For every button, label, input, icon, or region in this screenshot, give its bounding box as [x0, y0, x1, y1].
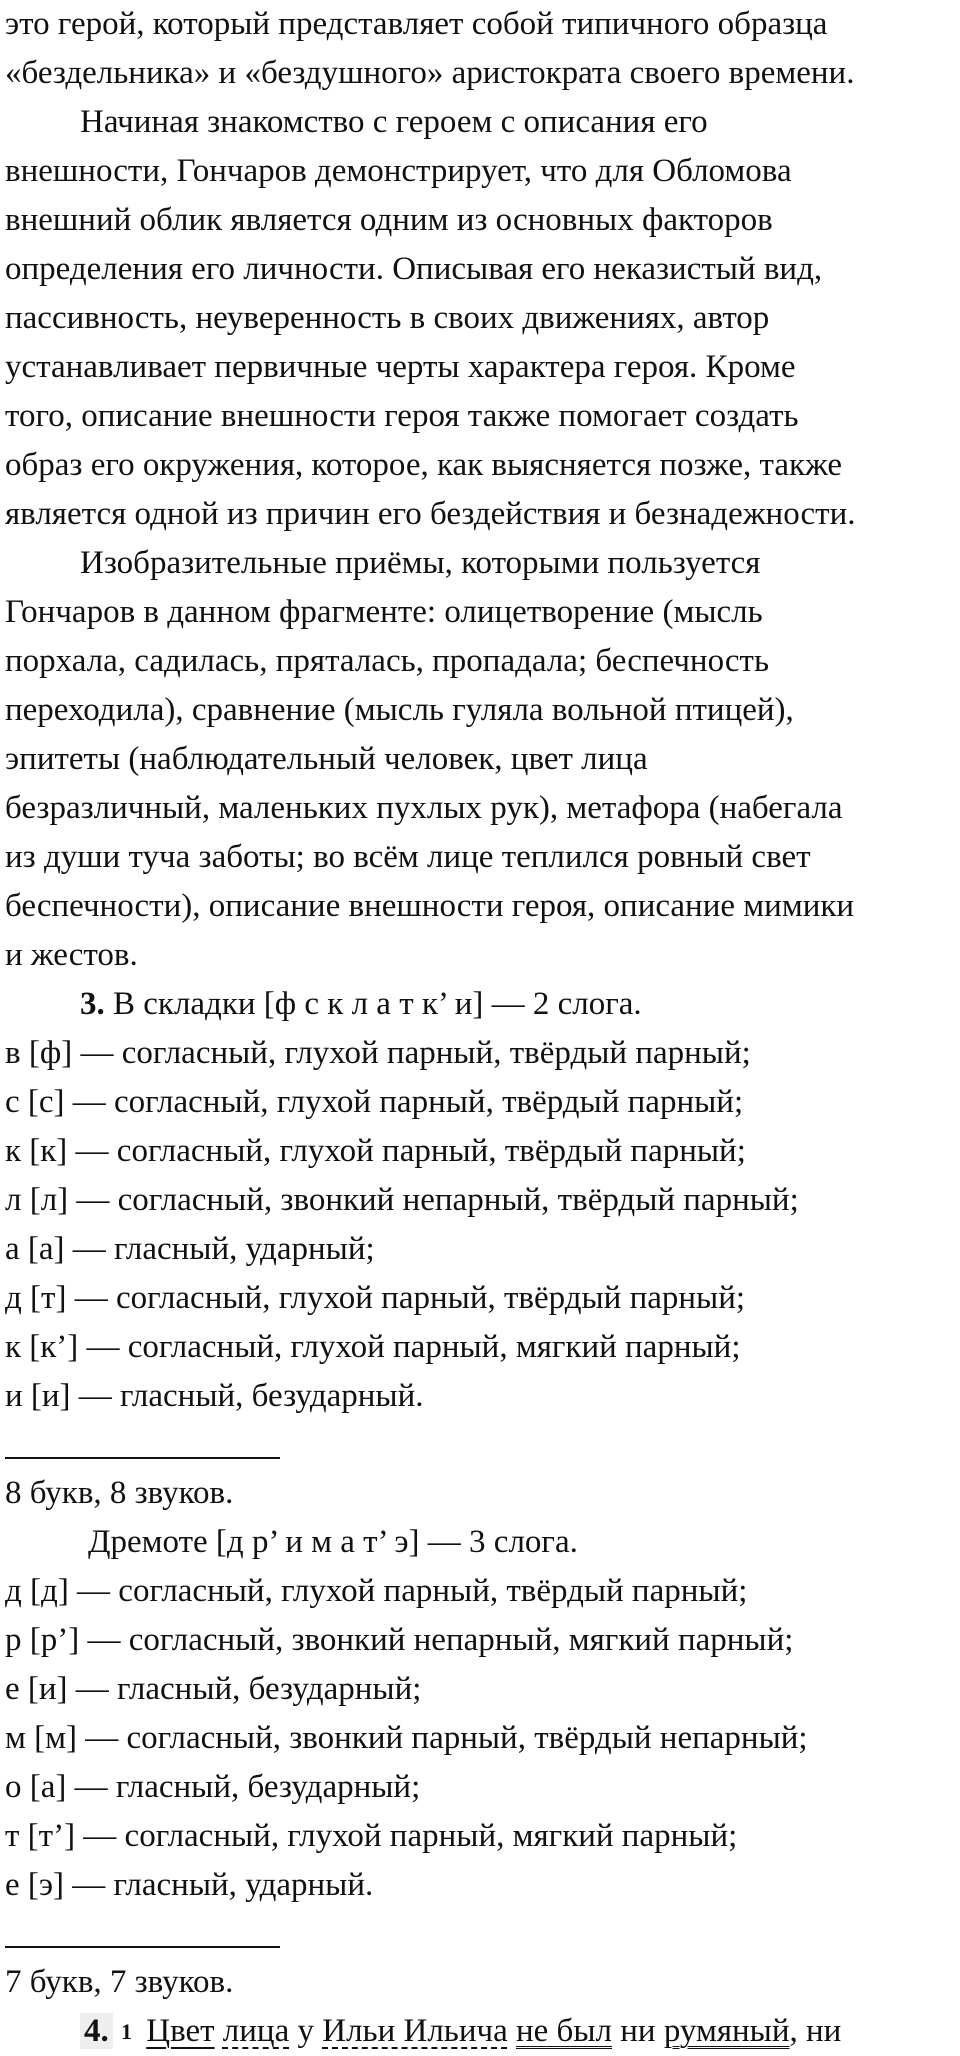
letters-sounds-total: 8 букв, 8 звуков.: [5, 1475, 234, 1511]
text-line: пассивность, неуверенность в своих движениях, автор: [5, 300, 770, 336]
text-line: это герой, который представляет собой типичного образца: [5, 6, 828, 42]
paragraph-intro: [5, 0, 955, 98]
sound-line: м [м] — согласный, звонкий парный, твёрдый непарный;: [5, 1720, 808, 1756]
sound-line: о [а] — гласный, безударный;: [5, 1769, 421, 1805]
text-line: является одной из причин его бездействия и безнадежности.: [5, 496, 856, 532]
sound-line: с [с] — согласный, глухой парный, твёрдый парный;: [5, 1084, 744, 1120]
sound-line: р [р’] — согласный, звонкий непарный, мягкий парный;: [5, 1622, 794, 1658]
text-line: определения его личности. Описывая его неказистый вид,: [5, 251, 823, 287]
text-line: внешний облик является одним из основных факторов: [5, 202, 773, 238]
task-4-sentence: [5, 2007, 955, 2056]
object-phrase: Ильи Ильича: [322, 2013, 508, 2049]
sound-line: т [т’] — согласный, глухой парный, мягкий парный;: [5, 1818, 738, 1854]
text-line: Гончаров в данном фрагменте: олицетворение (мысль: [5, 594, 763, 630]
sound-line: к [к] — согласный, глухой парный, твёрдый парный;: [5, 1133, 746, 1169]
text-line: беспечности), описание внешности героя, описание мимики: [5, 888, 855, 924]
task-3-heading: [5, 980, 955, 1029]
text-line: эпитеты (наблюдательный человек, цвет лица: [5, 741, 648, 777]
task-number: 3.: [80, 986, 105, 1022]
text-line: переходила), сравнение (мысль гуляла вольной птицей),: [5, 692, 794, 728]
sound-line: д [д] — согласный, глухой парный, твёрдый парный;: [5, 1573, 748, 1609]
text-line: порхала, садилась, пряталась, пропадала; беспечность: [5, 643, 770, 679]
predicate-word: румяный: [663, 2013, 790, 2049]
document-page: [5, 0, 955, 2056]
text-line: устанавливает первичные черты характера героя. Кроме: [5, 349, 796, 385]
text-line: и жестов.: [5, 937, 138, 973]
sound-line: д [т] — согласный, глухой парный, твёрдый парный;: [5, 1280, 746, 1316]
sentence-index: 1: [121, 2019, 132, 2044]
sound-line: в [ф] — согласный, глухой парный, твёрдый парный;: [5, 1035, 751, 1071]
sound-line: а [а] — гласный, ударный;: [5, 1231, 375, 1267]
sound-line: е [и] — гласный, безударный;: [5, 1671, 422, 1707]
total-divider: [5, 1457, 280, 1459]
text-line: Изобразительные приёмы, которыми пользуется: [80, 545, 761, 581]
text-line: безразличный, маленьких пухлых рук), метафора (набегала: [5, 790, 843, 826]
sound-line: л [л] — согласный, звонкий непарный, твёрдый парный;: [5, 1182, 799, 1218]
particle-word: ни: [620, 2013, 656, 2049]
total-divider: [5, 1946, 280, 1948]
subject-word: Цвет: [146, 2013, 215, 2049]
text-line: внешности, Гончаров демонстрирует, что для Обломова: [5, 153, 792, 189]
text-line: «бездельника» и «бездушного» аристократа своего времени.: [5, 55, 855, 91]
task-4-section: [5, 2007, 955, 2056]
sound-line: к [к’] — согласный, глухой парный, мягкий парный;: [5, 1329, 741, 1365]
text-line: Начиная знакомство с героем с описания его: [80, 104, 708, 140]
letters-sounds-total: 7 букв, 7 звуков.: [5, 1964, 234, 2000]
text-line: из души туча заботы; во всём лице теплился ровный свет: [5, 839, 811, 875]
task-number: 4.: [80, 2013, 113, 2049]
sound-line: и [и] — гласный, безударный.: [5, 1378, 424, 1414]
preposition-word: у: [297, 2013, 314, 2049]
word-analysis-heading: Дремоте [д р’ и м а т’ э] — 3 слога.: [88, 1524, 578, 1560]
predicate-phrase: не был: [516, 2013, 612, 2049]
task-3-section: [5, 980, 955, 2007]
sound-line: е [э] — гласный, ударный.: [5, 1867, 374, 1903]
text-line: образ его окружения, которое, как выясняется позже, также: [5, 447, 843, 483]
trailing-text: , ни: [789, 2013, 842, 2049]
text-line: того, описание внешности героя также помогает создать: [5, 398, 799, 434]
paragraph-devices: [5, 539, 955, 980]
object-word: лица: [222, 2013, 290, 2049]
paragraph-appearance: [5, 98, 955, 539]
word-analysis-heading: В складки [ф с к л а т к’ и] — 2 слога.: [113, 986, 642, 1022]
